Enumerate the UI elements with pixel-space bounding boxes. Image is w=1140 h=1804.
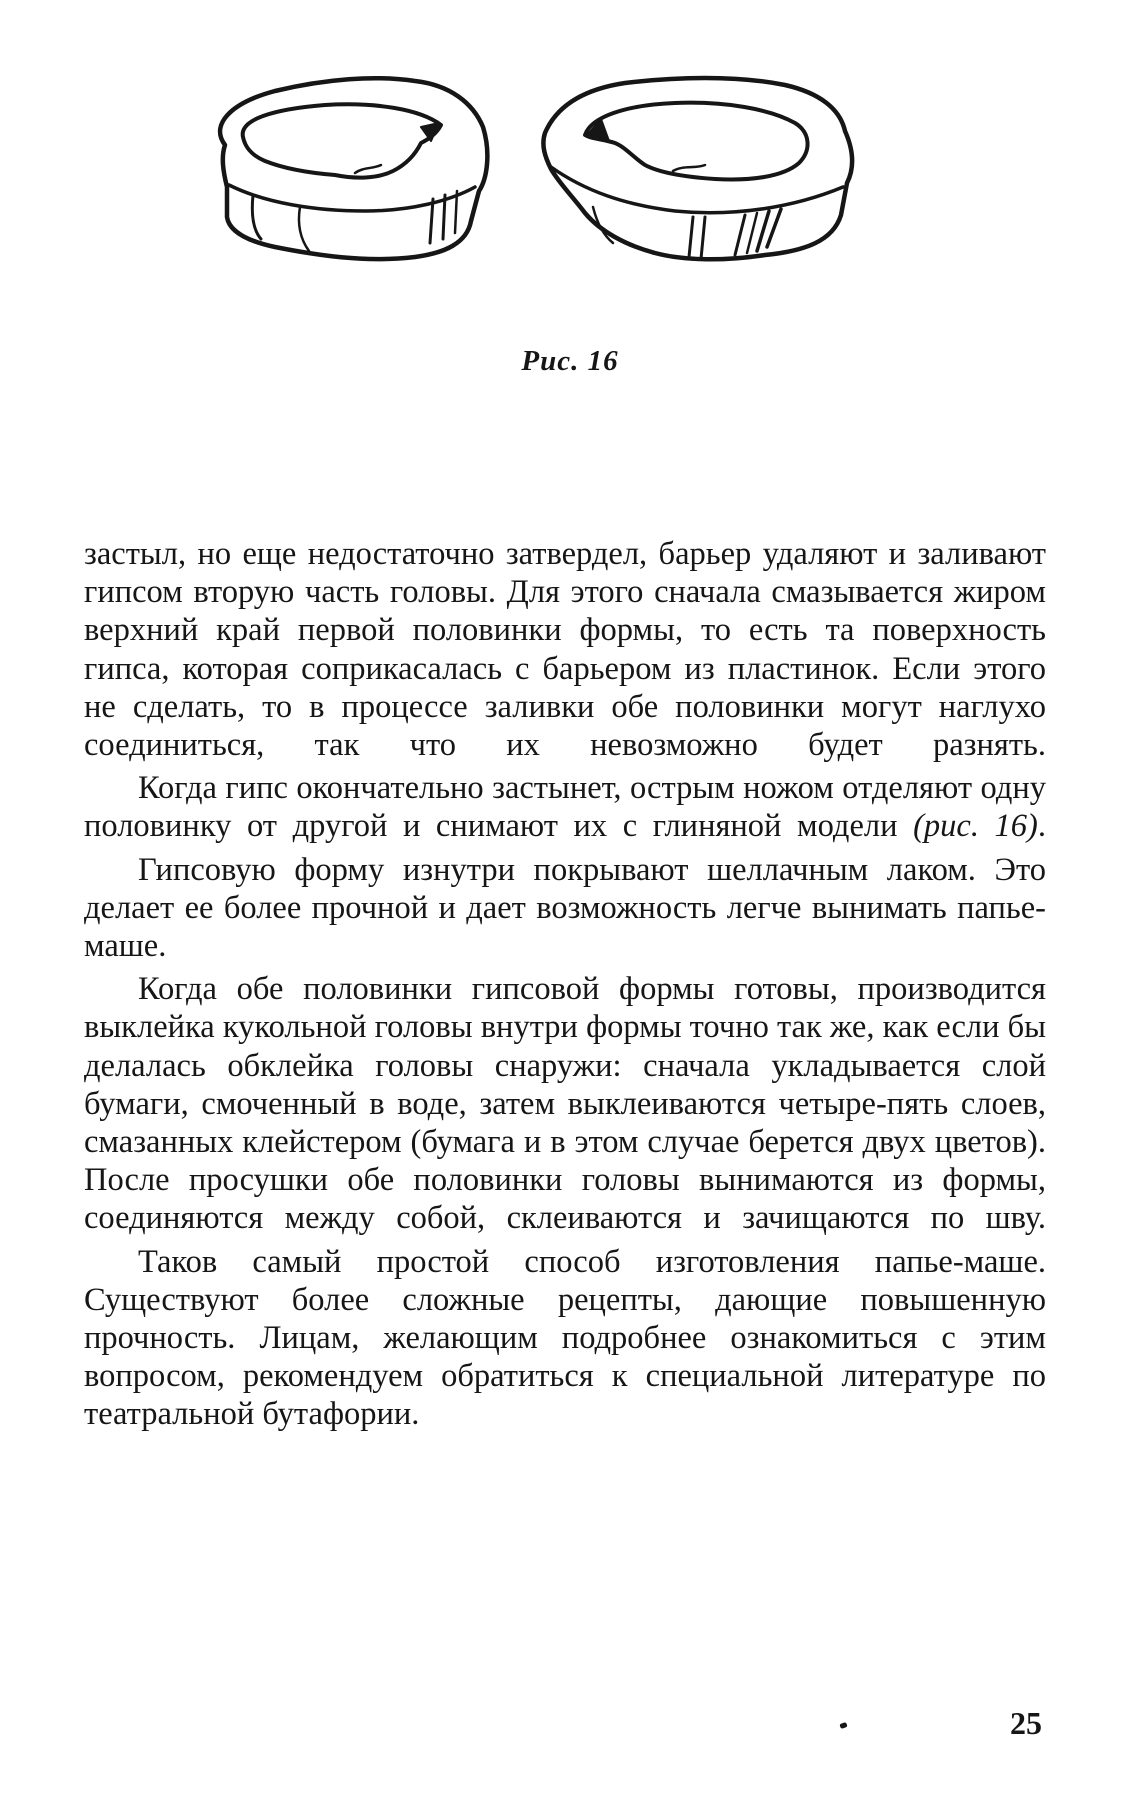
figure-caption: Рис. 16 (521, 345, 619, 377)
plaster-mold-halves-illustration (205, 75, 950, 315)
right-mold-half (543, 78, 852, 259)
paragraph: Когда гипс окончательно застынет, острым ножом отделяют одну половинку от другой и снимают их с глиняной модели (рис. 16). (84, 770, 1046, 845)
figure-reference: (рис. 16) (913, 808, 1038, 845)
page-number: 25 (1010, 1705, 1042, 1741)
paragraph: застыл, но еще недостаточно затвердел, барьер удаляют и заливают гипсом вторую часть головы. Для этого сначала смазывается жиром верхний край первой половинки формы, то есть та поверхность гипса, которая соприкасалась с барьером из пластинок. Если этого не сделать, то в процессе заливки обе половинки могут наглухо соединиться, так что их невозможно будет разнять. (84, 536, 1046, 764)
left-mold-half (220, 78, 487, 259)
body-text (84, 535, 1046, 1439)
paragraph: Когда обе половинки гипсовой формы готовы, производится выклейка кукольной головы внутри формы точно так же, как если бы делалась обклейка головы снаружи: сначала укладывается слой бумаги, смоченный в воде, затем выклеиваются четыре-пять слоев, смазанных клейстером (бумага и в этом случае берется двух цветов). После просушки обе половинки головы вынимаются из формы, соединяются между собой, склеиваются и зачищаются по шву. (84, 971, 1047, 1237)
paragraph: Таков самый простой способ изготовления папье-маше. Существуют более сложные рецепты, дающие повышенную прочность. Лицам, желающим подробнее ознакомиться с этим вопросом, рекомендуем обратиться к специальной литературе по театральной бутафории. (84, 1243, 1046, 1433)
paragraph: Гипсовую форму изнутри покрывают шеллачным лаком. Это делает ее более прочной и дает возможность легче вынимать папье-маше. (84, 851, 1046, 965)
print-mark (839, 1722, 847, 1729)
figure-16 (205, 75, 950, 315)
